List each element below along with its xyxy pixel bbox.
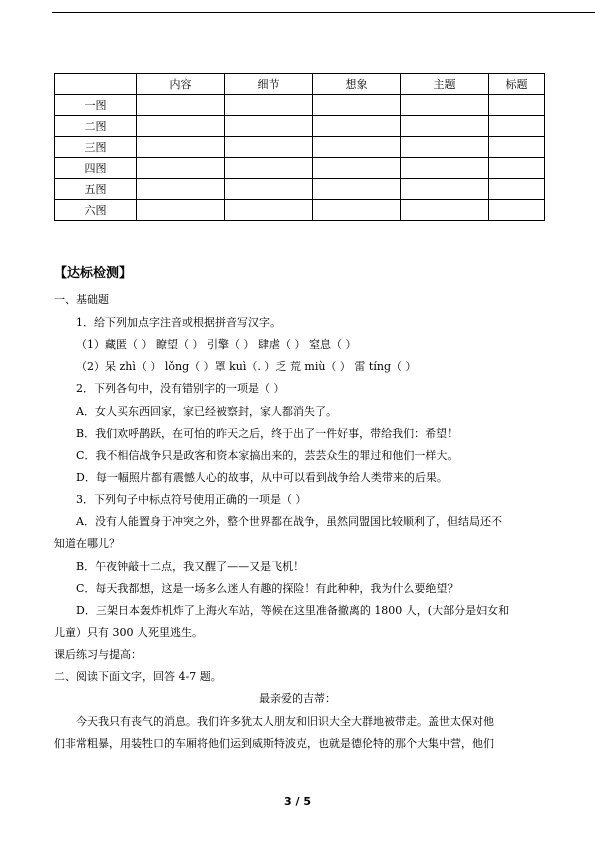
row-label: 四图 — [55, 158, 137, 179]
section-heading: 课后练习与提高： — [54, 648, 142, 661]
table-row — [55, 137, 545, 158]
top-rule — [52, 12, 595, 13]
section-heading: 一、基础题 — [54, 293, 109, 306]
row-label: 三图 — [55, 137, 137, 158]
table-header-row — [55, 74, 545, 95]
row-label: 六图 — [55, 200, 137, 221]
question-text: 1．给下列加点字注音或根据拼音写汉字。 — [76, 316, 281, 329]
letter-salutation: 最亲爱的吉蒂： — [259, 692, 336, 705]
question-text: 3．下列句子中标点符号使用正确的一项是（ ） — [76, 493, 307, 506]
table-header-cell: 想象 — [313, 74, 401, 95]
table-row — [55, 95, 545, 116]
option-text: 知道在哪儿？ — [54, 537, 120, 550]
question-text: （1）藏匿（ ） 瞭望（ ） 引擎（ ） 肆虐（ ） 窒息（ ） — [76, 338, 357, 351]
option-text: A．没有人能置身于冲突之外，整个世界都在战争，虽然同盟国比较顺利了，但结局还不 — [76, 515, 502, 528]
table-header-cell: 内容 — [137, 74, 225, 95]
option-text: C．我不相信战争只是政客和资本家搞出来的，芸芸众生的罪过和他们一样大。 — [76, 449, 459, 462]
table-header-cell: 主题 — [401, 74, 489, 95]
row-label: 二图 — [55, 116, 137, 137]
table-header-cell: 细节 — [225, 74, 313, 95]
option-text: C．每天我都想，这是一场多么迷人有趣的探险！有此种种，我为什么要绝望？ — [76, 582, 459, 595]
passage-text: 们非常粗暴，用装牲口的车厢将他们运到威斯特波克，也就是德伦特的那个大集中营，他们 — [54, 737, 494, 750]
table-row — [55, 158, 545, 179]
table-row — [55, 200, 545, 221]
section-title: 【达标检测】 — [54, 266, 133, 281]
option-text: B．我们欢呼鹊跃，在可怕的昨天之后，终于出了一件好事，带给我们：希望！ — [76, 427, 459, 440]
table-header-cell: 标题 — [489, 74, 545, 95]
table-row — [55, 116, 545, 137]
option-text: A．女人买东西回家，家已经被察封，家人都消失了。 — [76, 405, 337, 418]
option-text: B．午夜钟敲十二点，我又醒了——又是飞机！ — [76, 560, 305, 573]
question-text: （2）呆 zhì（ ） lǒng（ ）罩 kuì（. ）乏 荒 miù（ ） 雷 tíng（ ） — [76, 360, 417, 373]
option-text: 儿童）只有 300 人死里逃生。 — [54, 626, 203, 639]
reading-table — [54, 73, 545, 221]
row-label: 五图 — [55, 179, 137, 200]
option-text: D．每一幅照片都有震憾人心的故事，从中可以看到战争给人类带来的后果。 — [76, 471, 448, 484]
passage-text: 今天我只有丧气的消息。我们许多犹太人朋友和旧识大全大群地被带走。盖世太保对他 — [76, 715, 494, 728]
row-label: 一图 — [55, 95, 137, 116]
table-header-cell — [55, 74, 137, 95]
table-row — [55, 179, 545, 200]
question-text: 2．下列各句中，没有错别字的一项是（ ） — [76, 382, 285, 395]
section-heading: 二、阅读下面文字，回答 4-7 题。 — [54, 670, 222, 683]
page-number: 3 / 5 — [284, 795, 311, 808]
option-text: D．三架日本轰炸机炸了上海火车站，等候在这里准备撤离的 1800 人，(大部分是妇女和 — [76, 604, 510, 617]
